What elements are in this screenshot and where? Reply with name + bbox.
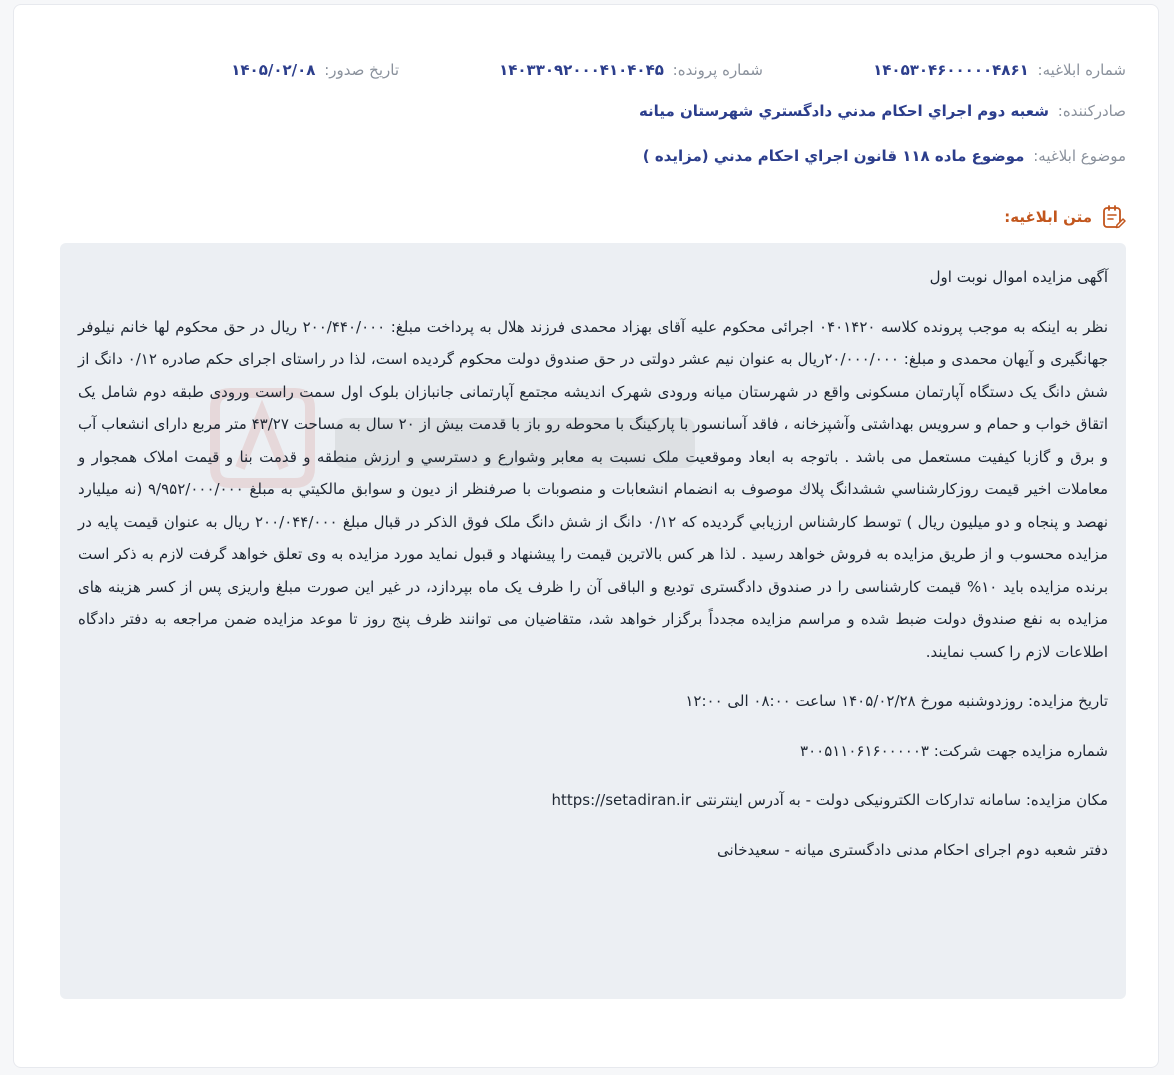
office-line: دفتر شعبه دوم اجرای احکام مدنی دادگستری میانه - سعیدخانی <box>716 840 1108 859</box>
notice-number-label: شماره ابلاغیه: <box>1037 61 1126 79</box>
notice-body <box>60 243 1126 999</box>
notice-text <box>78 261 1108 883</box>
auction-place-url[interactable]: https://setadiran.ir <box>551 791 692 809</box>
notice-paragraph: نظر به اینکه به موجب پرونده کلاسه ۰۴۰۱۴۲۰ اجرائی محکوم علیه آقای بهزاد محمدی فرزند هلال به پرداخت مبلغ: ۲۰۰/۴۴۰/۰۰۰ ریال در حق محکوم لها خانم نیلوفر جهانگیری و آیهان محمدی و مبلغ: ۲۰/۰۰۰/۰۰۰ریال به عنوان نیم عشر دولتی در حق صندوق دولت محکوم گردیده است، لذا در راستای اجرای حکم صادره ۰/۱۲ دانگ از شش دانگ یک دستگاه آپارتمان مسکونی واقع در شهرستان میانه ورودی شهرک اندیشه مجتمع آپارتمانی جانبازان بلوک اول سمت راست ورودی طبقه دوم شامل یک اتقاق خواب و حمام و سرویس بهداشتی وآشپزخانه ، فاقد آسانسور با پارکینگ با محوطه رو باز با قدمت بیش از ۲۰ سال به مساحت ۴۳/۲۷ متر مربع دارای انشعاب آب و برق و گازبا کیفیت مستعمل می باشد . باتوجه به ابعاد وموقعیت ملک نسبت به معابر وشوارع و دسترسي و ارزش منطقه و قدمت بنا و قیمت املاک همجوار و معاملات اخیر قیمت روزکارشناسي ششدانگ پلاك موصوف به انضمام انشعابات و منصوبات با صرفنظر از دیون و سوابق مالكيتي به مبلغ ۹/۹۵۲/۰۰۰/۰۰۰ (نه میلیارد نهصد و پنجاه و دو میلیون ریال ) توسط كارشناس ارزيابي گردیده که ۰/۱۲ دانگ از شش دانگ ملک فوق الذکر در قبال مبلغ ۲۰۰/۰۴۴/۰۰۰ ریال به عنوان قیمت پایه در مزایده محسوب و از طریق مزایده به فروش خواهد رسید . لذا هر کس بالاترین قیمت را پیشنهاد و قبول نماید مورد مزایده به وی تعلق خواهد گرفت لازم به ذکر است برنده مزایده باید ۱۰% قیمت کارشناسی را در صندوق دادگستری تودیع و الباقی آن را ظرف یک ماه بپردازد، در غیر این صورت مبلغ واریزی پس از کسر هزینه های مزایده به نفع صندوق دولت ضبط شده و مراسم مزایده مجدداً برگزار خواهد شد، متقاضیان می توانند ظرف پنج روز تا موعد مزایده ضمن مراجعه به دفتر دادگاه اطلاعات لازم را کسب نمایند. <box>78 317 1108 661</box>
notice-number-value: ۱۴۰۵۳۰۴۶۰۰۰۰۰۴۸۶۱ <box>873 61 1029 79</box>
notice-card <box>13 4 1159 1068</box>
case-number-value: ۱۴۰۳۳۰۹۲۰۰۰۴۱۰۴۰۴۵ <box>499 61 664 79</box>
subject-line <box>643 147 1126 165</box>
auction-number: شماره مزایده جهت شرکت: ۳۰۰۵۱۱۰۶۱۶۰۰۰۰۰۳ <box>800 741 1108 760</box>
issuer-label: صادرکننده: <box>1057 102 1126 120</box>
meta-row <box>46 61 1126 87</box>
notice-number <box>873 61 1126 79</box>
case-number <box>499 61 763 79</box>
section-title <box>1004 204 1126 230</box>
section-title-text: متن ابلاغیه: <box>1004 208 1092 226</box>
auction-date: تاریخ مزایده: روزدوشنبه مورخ ۱۴۰۵/۰۲/۲۸ ساعت ۰۸:۰۰ الی ۱۲:۰۰ <box>685 692 1108 710</box>
issue-date-label: تاریخ صدور: <box>324 61 399 79</box>
auction-place-prefix: مکان مزایده: سامانه تدارکات الکترونیکی دولت - به آدرس اینترنتی <box>695 791 1108 809</box>
notice-heading: آگهی مزایده اموال نوبت اول <box>929 268 1108 286</box>
issuer-line <box>639 102 1126 120</box>
notepad-icon <box>1100 204 1126 230</box>
issue-date-value: ۱۴۰۵/۰۲/۰۸ <box>231 61 316 79</box>
issue-date <box>231 61 399 79</box>
auction-place <box>78 784 1108 817</box>
subject-value: موضوع ماده ١١٨ قانون اجراي احكام مدني (مزايده ) <box>642 147 1025 165</box>
issuer-value: شعبه دوم اجراي احكام مدني دادگستري شهرستان ميانه <box>638 102 1049 120</box>
subject-label: موضوع ابلاغیه: <box>1033 147 1126 165</box>
case-number-label: شماره پرونده: <box>672 61 763 79</box>
